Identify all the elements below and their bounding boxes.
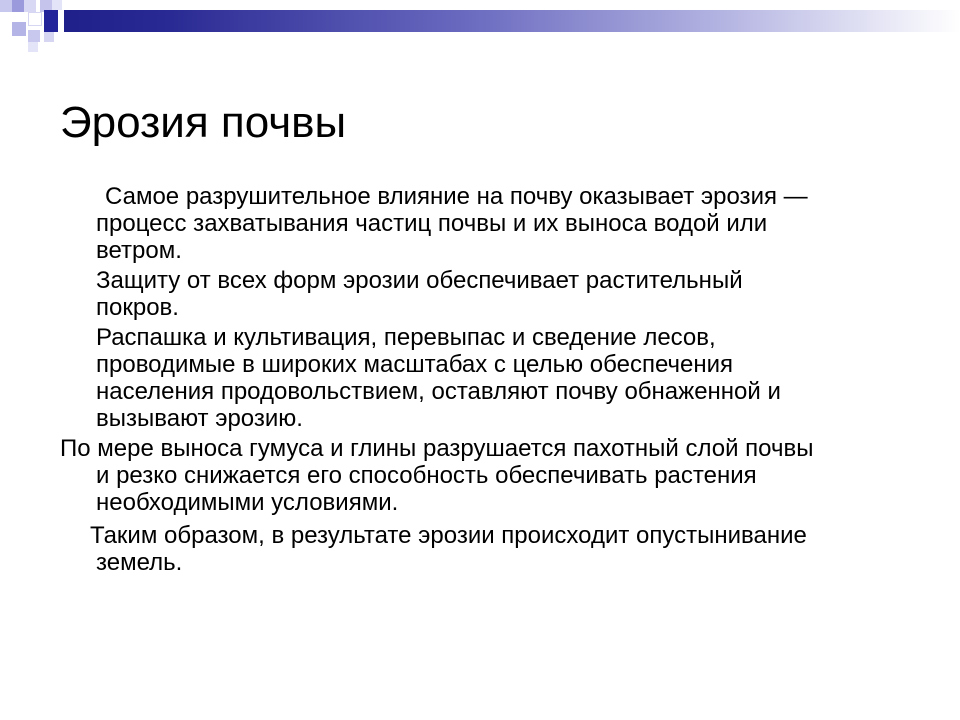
corner-square-8 [12, 22, 26, 36]
corner-square-10 [44, 32, 54, 42]
text-line: процесс захватывания частиц почвы и их выноса водой или [96, 210, 768, 237]
header-gradient-graphic [64, 10, 960, 32]
corner-square-7 [44, 10, 58, 32]
header-gradient-band [64, 10, 960, 32]
text-line: и резко снижается его способность обеспечивать растения [96, 462, 757, 489]
text-line: Самое разрушительное влияние на почву оказывает эрозия — [105, 183, 808, 210]
text-line: Распашка и культивация, перевыпас и сведение лесов, [96, 324, 716, 351]
corner-square-1 [0, 0, 12, 12]
corner-square-9 [28, 30, 40, 42]
corner-decoration [0, 0, 64, 52]
corner-square-2 [12, 0, 24, 12]
text-line: земель. [96, 549, 183, 576]
corner-square-3 [24, 0, 36, 12]
text-line: населения продовольствием, оставляют почву обнаженной и [96, 378, 781, 405]
text-line: покров. [96, 294, 179, 321]
text-line: Таким образом, в результате эрозии происходит опустынивание [90, 522, 807, 549]
paragraph-conclusion [60, 522, 910, 576]
paragraph-vegetation-protection [60, 267, 910, 321]
text-line: По мере выноса гумуса и глины разрушается пахотный слой почвы [60, 435, 814, 462]
slide-body [60, 183, 910, 579]
slide-title: Эрозия почвы [60, 98, 347, 147]
paragraph-causes [60, 324, 910, 432]
corner-square-11 [28, 42, 38, 52]
text-line: необходимыми условиями. [96, 489, 399, 516]
corner-square-5 [52, 0, 62, 10]
text-line: Защиту от всех форм эрозии обеспечивает растительный [96, 267, 743, 294]
paragraph-humus-loss [60, 435, 910, 516]
text-line: ветром. [96, 237, 182, 264]
paragraph-erosion-definition [60, 183, 910, 264]
text-line: проводимые в широких масштабах с целью обеспечения [96, 351, 733, 378]
corner-square-6 [28, 12, 42, 26]
text-line: вызывают эрозию. [96, 405, 303, 432]
